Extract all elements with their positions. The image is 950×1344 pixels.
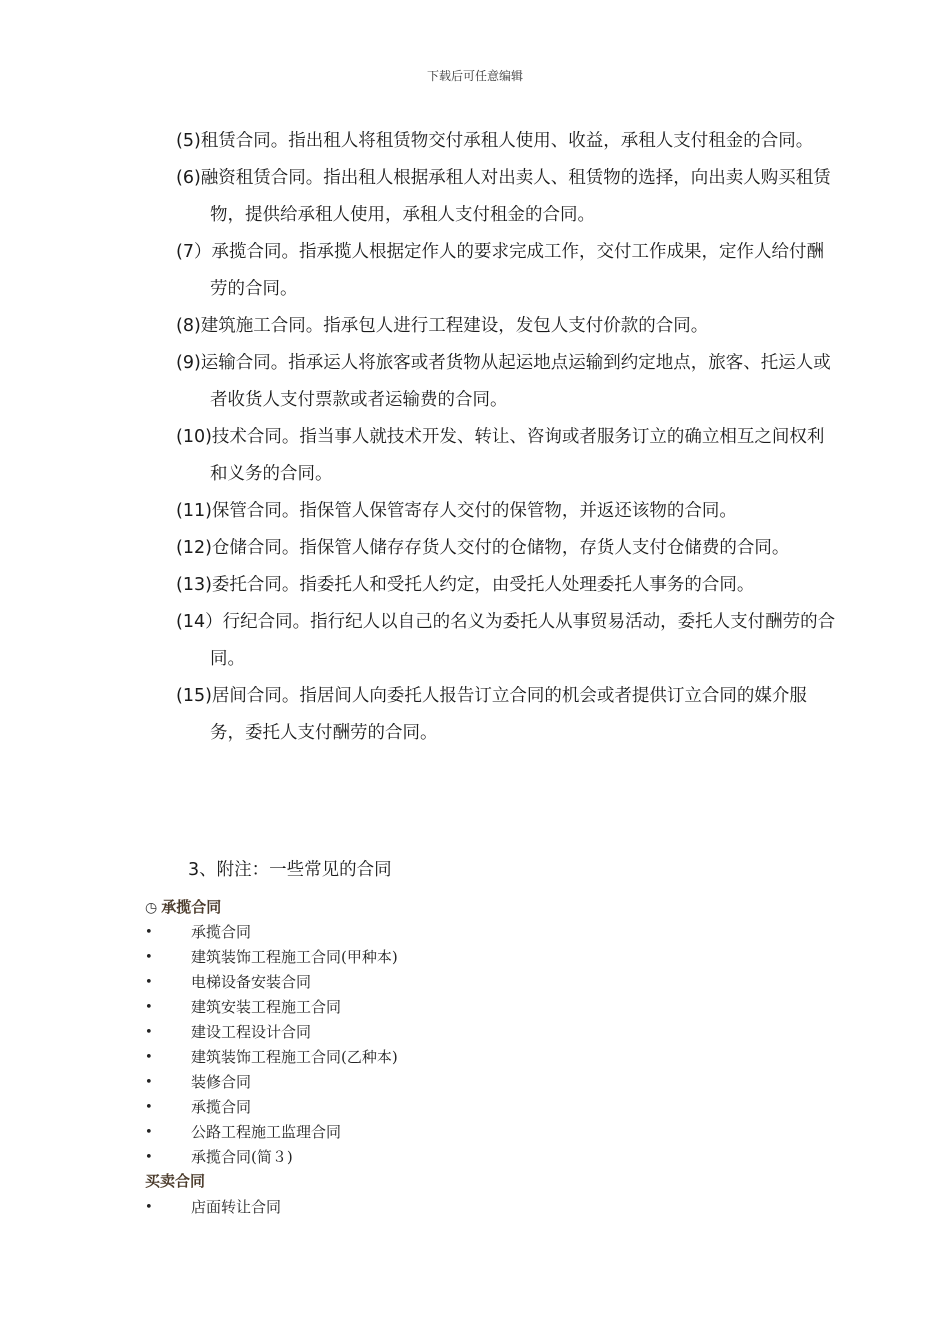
link-text[interactable]: 公路工程施工监理合同 xyxy=(191,1123,342,1141)
category-title: 承揽合同 xyxy=(161,898,222,916)
link-text[interactable]: 建设工程设计合同 xyxy=(191,1023,312,1041)
page-header: 下载后可任意编辑 xyxy=(426,69,523,83)
list-item[interactable] xyxy=(145,1095,745,1120)
list-item: (10)技术合同。指当事人就技术开发、转让、咨询或者服务订立的确立相互之间权利和义务的合同。 xyxy=(176,427,825,484)
contract-type-list xyxy=(176,123,836,752)
list-item[interactable] xyxy=(145,1070,745,1095)
list-item: (6)融资租赁合同。指出租人根据承租人对出卖人、租赁物的选择，向出卖人购买租赁物，提供给承租人使用，承租人支付租金的合同。 xyxy=(176,168,831,225)
link-text[interactable]: 承揽合同(简３) xyxy=(191,1148,293,1166)
list-item: (9)运输合同。指承运人将旅客或者货物从起运地点运输到约定地点，旅客、托运人或者收货人支付票款或者运输费的合同。 xyxy=(176,353,831,410)
list-item[interactable] xyxy=(145,1120,745,1145)
list-item: (11)保管合同。指保管人保管寄存人交付的保管物，并返还该物的合同。 xyxy=(176,501,737,521)
bullet-icon: • xyxy=(145,1050,153,1065)
category-list-chenglan xyxy=(145,920,745,1170)
bullet-icon: • xyxy=(145,1075,153,1090)
bullet-icon: • xyxy=(145,1025,153,1040)
bullet-icon: • xyxy=(145,1200,153,1215)
list-item[interactable] xyxy=(145,945,745,970)
bullet-icon: • xyxy=(145,1000,153,1015)
link-text[interactable]: 承揽合同 xyxy=(191,923,252,941)
link-text[interactable]: 装修合同 xyxy=(191,1073,252,1091)
list-item[interactable] xyxy=(145,1045,745,1070)
list-item: (12)仓储合同。指保管人储存存货人交付的仓储物，存货人支付仓储费的合同。 xyxy=(176,538,790,558)
clock-icon: ◷ xyxy=(145,900,158,916)
list-item: (5)租赁合同。指出租人将租赁物交付承租人使用、收益，承租人支付租金的合同。 xyxy=(176,131,814,151)
list-item: (8)建筑施工合同。指承包人进行工程建设，发包人支付价款的合同。 xyxy=(176,316,709,336)
list-item: (7）承揽合同。指承揽人根据定作人的要求完成工作，交付工作成果，定作人给付酬劳的合同。 xyxy=(176,242,824,299)
bullet-icon: • xyxy=(145,1100,153,1115)
category-heading-chenglan[interactable] xyxy=(145,896,221,919)
category-list-maimai xyxy=(145,1195,745,1220)
link-text[interactable]: 店面转让合同 xyxy=(191,1198,282,1216)
link-text[interactable]: 电梯设备安装合同 xyxy=(191,973,312,991)
list-item: (15)居间合同。指居间人向委托人报告订立合同的机会或者提供订立合同的媒介服务，委托人支付酬劳的合同。 xyxy=(176,686,807,743)
list-item[interactable] xyxy=(145,1020,745,1045)
list-item: (13)委托合同。指委托人和受托人约定，由受托人处理委托人事务的合同。 xyxy=(176,575,755,595)
bullet-icon: • xyxy=(145,925,153,940)
link-text[interactable]: 建筑装饰工程施工合同(乙种本) xyxy=(191,1048,398,1066)
list-item[interactable] xyxy=(145,995,745,1020)
category-heading-maimai[interactable] xyxy=(145,1170,205,1192)
list-item[interactable] xyxy=(145,1195,745,1220)
bullet-icon: • xyxy=(145,950,153,965)
list-item: (14）行纪合同。指行纪人以自己的名义为委托人从事贸易活动，委托人支付酬劳的合同。 xyxy=(176,612,836,669)
bullet-icon: • xyxy=(145,1125,153,1140)
section-heading: 3、附注：一些常见的合同 xyxy=(188,860,392,880)
link-text[interactable]: 建筑装饰工程施工合同(甲种本) xyxy=(191,948,398,966)
link-text[interactable]: 建筑安装工程施工合同 xyxy=(191,998,342,1016)
category-title: 买卖合同 xyxy=(145,1172,206,1190)
bullet-icon: • xyxy=(145,975,153,990)
list-item[interactable] xyxy=(145,970,745,995)
link-text[interactable]: 承揽合同 xyxy=(191,1098,252,1116)
bullet-icon: • xyxy=(145,1150,153,1165)
list-item[interactable] xyxy=(145,920,745,945)
list-item[interactable] xyxy=(145,1145,745,1170)
